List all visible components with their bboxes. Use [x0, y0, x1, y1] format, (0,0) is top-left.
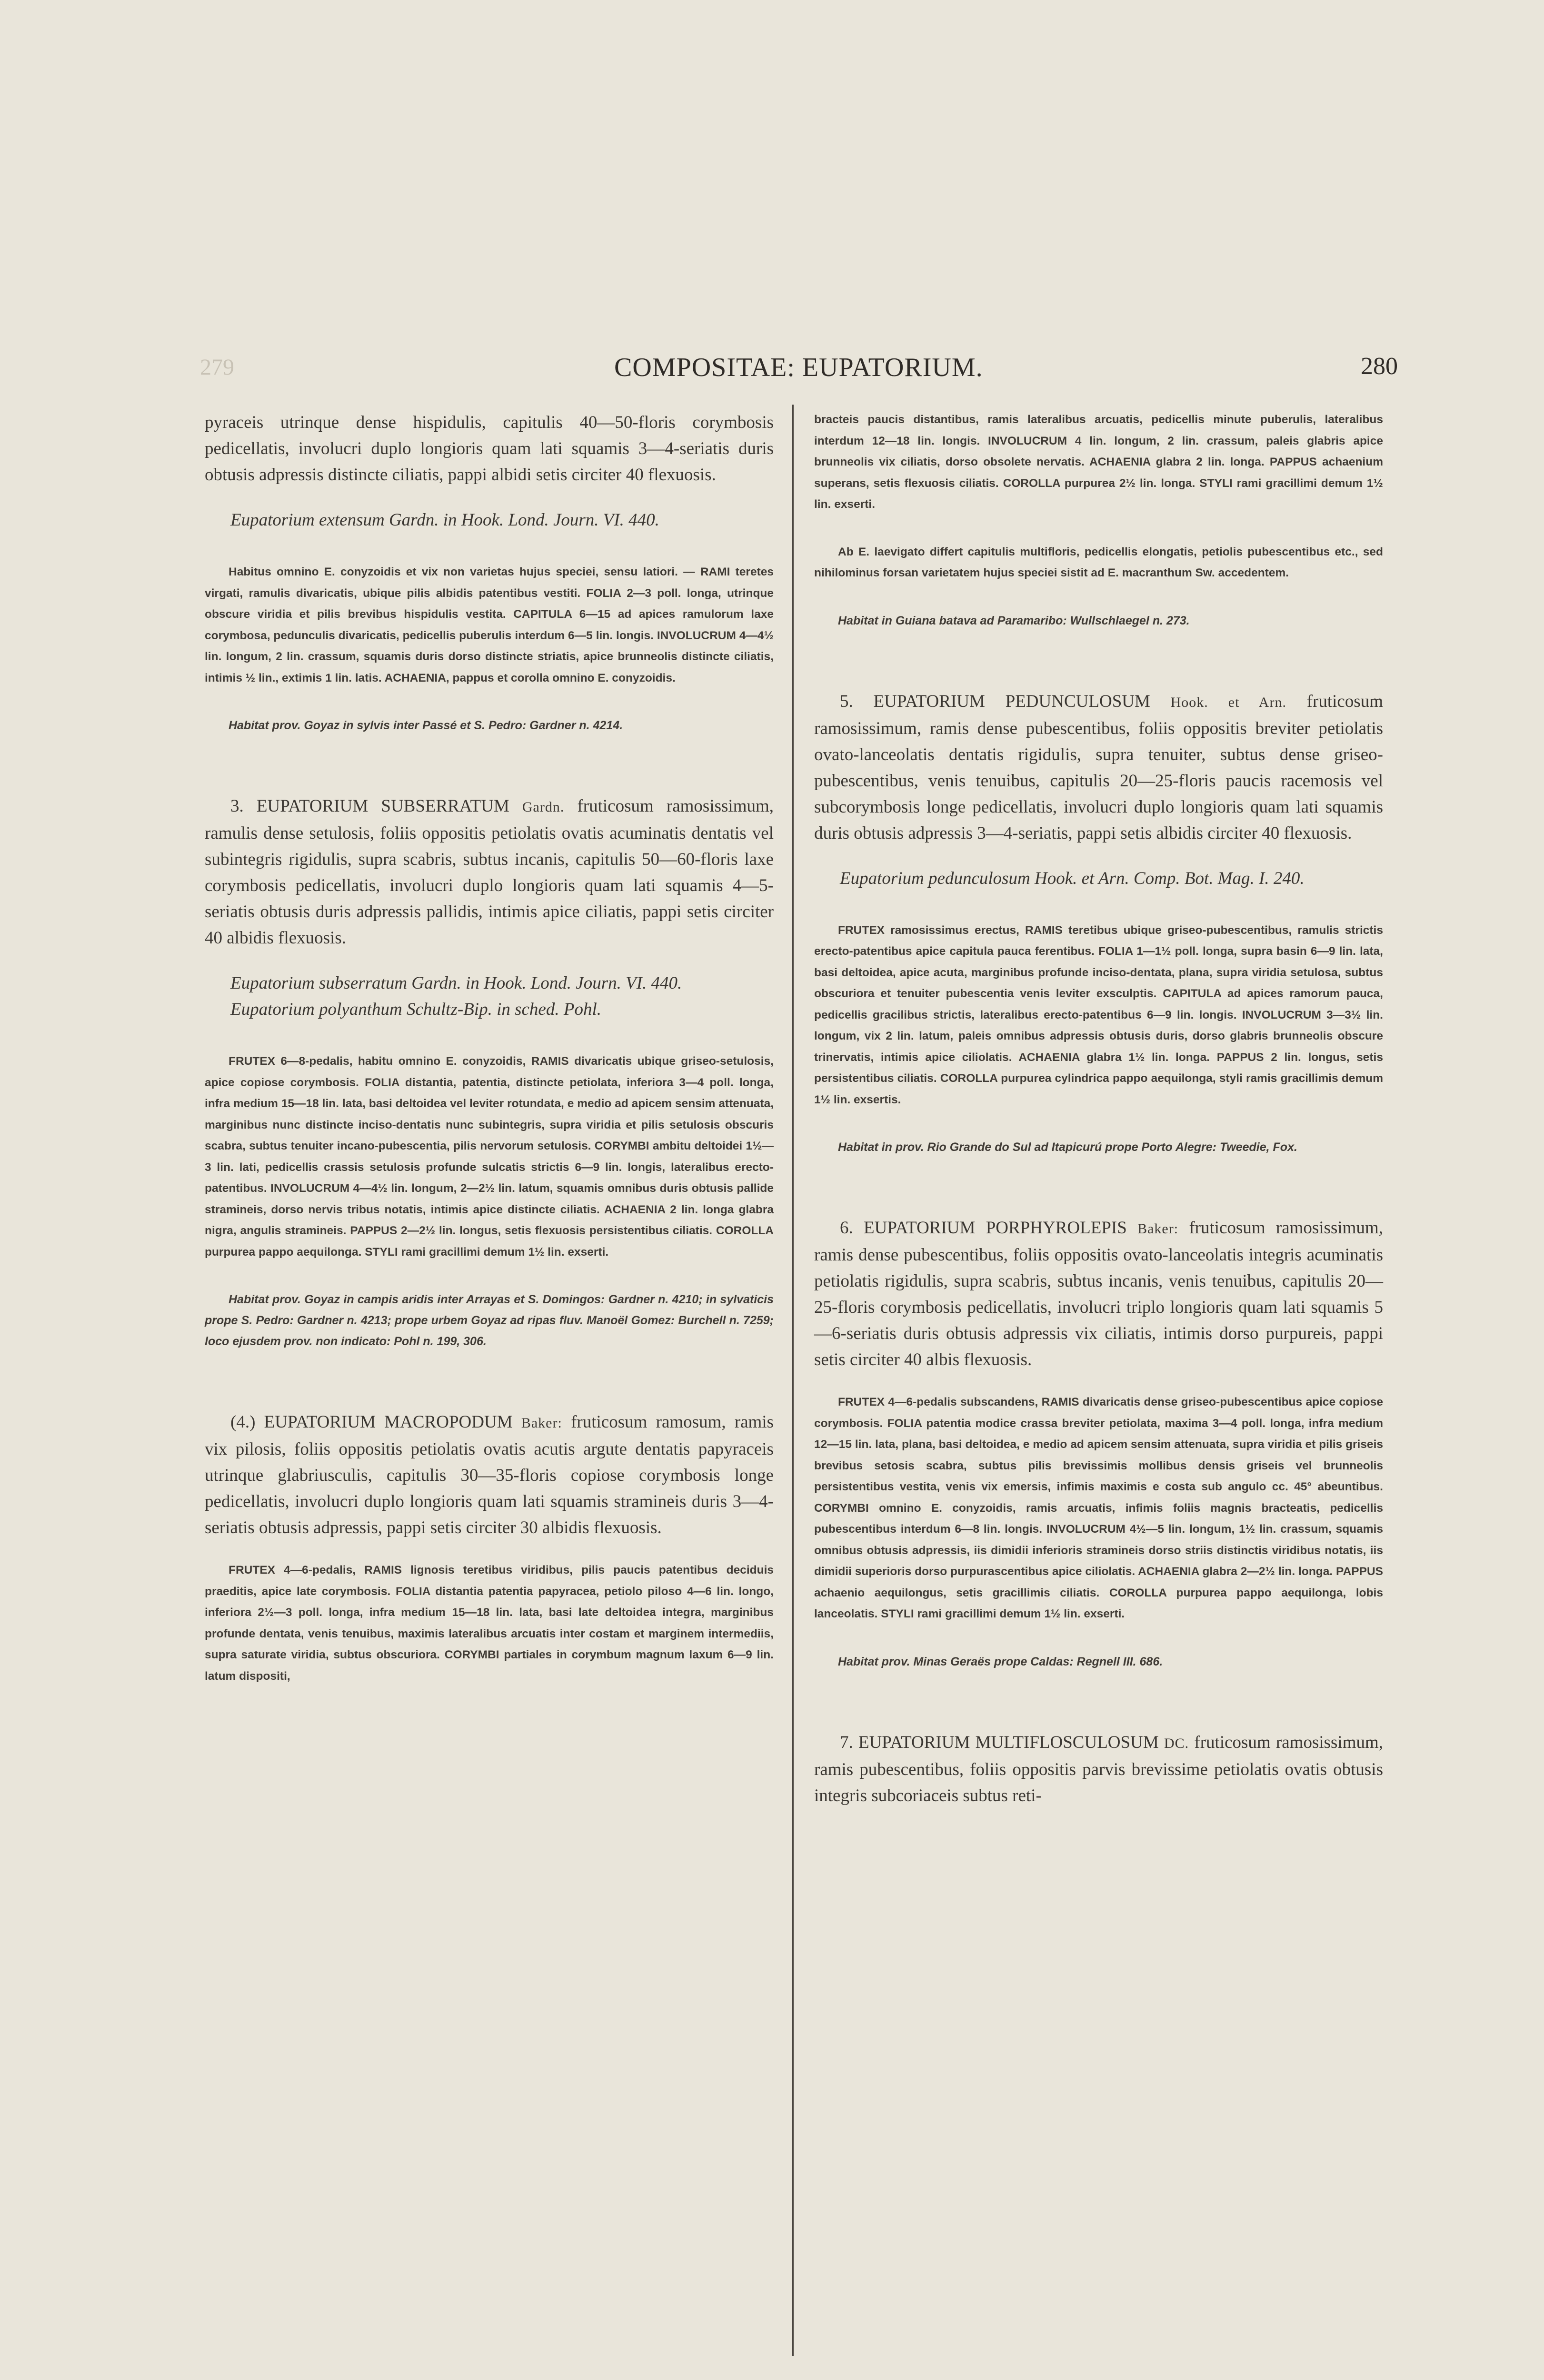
species-name: 3. EUPATORIUM SUBSERRATUM [230, 796, 509, 816]
description-paragraph: Habitus omnino E. conyzoidis et vix non varietas hujus speciei, sensu latiori. — RAMI teretes virgati, ramulis divaricatis, ubique pilis albidis patentibus vestiti. FOLIA 2—3 poll. longa, utrinque obscure viridia et pilis brevibus hispidulis vestita. CAPITULA 6—15 ad apices ramulorum laxe corymbosa, pedunculis divaricatis, pedicellis puberulis interdum 6—5 lin. longis. INVOLUCRUM 4—4½ lin. longum, 2 lin. crassum, squamis duris dorso distincte striatis, apice brunneolis distincte ciliatis, intimis ½ lin., extimis 1 lin. latis. ACHAENIA, pappus et corolla omnino E. conyzoidis. [205, 565, 774, 684]
species-entry-7 [814, 1729, 1383, 1809]
species-name: (4.) EUPATORIUM MACROPODUM [230, 1412, 513, 1432]
synonym-reference: Eupatorium polyanthum Schultz-Bip. in sched. Pohl. [230, 1000, 601, 1019]
synonym-block [814, 865, 1383, 892]
species-entry-6 [814, 1215, 1383, 1373]
description-continuation: bracteis paucis distantibus, ramis lateralibus arcuatis, pedicellis minute puberulis, lateralibus interdum 12—18 lin. longis. INVOLUCRUM 4 lin. longum, 2 lin. crassum, paleis glabris apice brunneolis vix ciliatis, dorso obsolete nervatis. ACHAENIA glabra 2 lin. longa. PAPPUS achaenium superans, setis flexuosis ciliatis. COROLLA purpurea 2½ lin. longa. STYLI rami gracillimi demum 1½ lin. exserti. [814, 413, 1383, 511]
habitat-note: Habitat in prov. Rio Grande do Sul ad Itapicurú prope Porto Alegre: Tweedie, Fox. [838, 1140, 1297, 1154]
habitat-note: Habitat prov. Minas Geraës prope Caldas: Regnell III. 686. [838, 1655, 1163, 1668]
species-continuation: pyraceis utrinque dense hispidulis, capitulis 40—50-floris corymbosis pedicellatis, involucri duplo longioris quam lati squamis 3—4-seriatis duris obtusis adpressis distincte ciliatis, pappi albidi setis circiter 40 flexuosis. [205, 413, 774, 485]
species-name: 6. EUPATORIUM PORPHYROLEPIS [840, 1218, 1127, 1238]
species-name: 5. EUPATORIUM PEDUNCULOSUM [840, 691, 1150, 711]
column-divider [792, 405, 794, 2356]
species-name: 7. EUPATORIUM MULTIFLOSCULOSUM [840, 1732, 1159, 1752]
species-author: Baker: [521, 1415, 562, 1431]
species-author: Hook. et Arn. [1170, 694, 1286, 710]
species-author: Gardn. [522, 799, 565, 815]
species-entry-4 [205, 1409, 774, 1541]
remark-paragraph: Ab E. laevigato differt capitulis multifloris, pedicellis elongatis, petiolis pubescentibus etc., sed nihilominus forsan varietatem hujus speciei sistit ad E. macranthum Sw. accedentem. [814, 545, 1383, 579]
species-author: Baker: [1137, 1221, 1179, 1237]
left-page-number: 279 [200, 355, 234, 380]
left-column [205, 409, 774, 1713]
running-title: COMPOSITAE: EUPATORIUM. [614, 353, 983, 382]
species-entry-3 [205, 793, 774, 951]
species-diagnosis: fruticosum ramosum, ramis vix pilosis, foliis oppositis petiolatis ovatis acutis argute dentatis papyraceis utrinque glabriusculis, capitulis 30—35-floris copiose corymbosis longe pedicellatis, involucri duplo longioris quam lati squamis stramineis duris 3—4-seriatis obtusis adpressis, pappi setis circiter 30 albidis flexuosis. [205, 1412, 774, 1537]
description-paragraph: FRUTEX 6—8-pedalis, habitu omnino E. conyzoidis, RAMIS divaricatis ubique griseo-setulosis, apice copiose corymbosis. FOLIA distantia, patentia, distincte petiolata, inferiora 3—4 poll. longa, infra medium 15—18 lin. lata, basi deltoidea vel leviter rotundata, e medio ad apicem sensim attenuata, marginibus nunc distincte inciso-dentatis nunc subintegris, supra viridia et pilis setulosis obscuris scabra, subtus tenuiter incano-pubescentia, pilis nervorum setulosis. CORYMBI ambitu deltoidei 1½—3 lin. lati, pedicellis crassis setulosis profunde sulcatis strictis 6—9 lin. longis, lateralibus erecto-patentibus. INVOLUCRUM 4—4½ lin. longum, 2—2½ lin. latum, squamis omnibus duris obtusis pallide stramineis, dorso nervis tribus notatis, intimis apice distincte ciliatis. ACHAENIA 2 lin. longa glabra nigra, angulis stramineis. PAPPUS 2—2½ lin. longus, setis flexuosis persistentibus ciliatis. COROLLA purpurea pappo aequilonga. STYLI rami gracillimi demum 1½ lin. exserti. [205, 1055, 774, 1259]
species-entry-5 [814, 688, 1383, 846]
species-diagnosis: fruticosum ramosissimum, ramulis dense setulosis, foliis oppositis petiolatis ovatis acuminatis dentatis vel subintegris rigidulis, supra scabris, subtus incanis, capitulis 50—60-floris laxe corymbosis pedicellatis, involucri duplo longioris quam lati squamis 4—5-seriatis obtusis duris adpressis pallidis, intimis apice ciliatis, pappi setis circiter 40 albidis flexuosis. [205, 796, 774, 948]
species-diagnosis: fruticosum ramosissimum, ramis dense pubescentibus, foliis oppositis breviter petiolatis ovato-lanceolatis dentatis rigidulis, supra tenuiter, subtus dense griseo-pubescentibus, venis tenuibus, capitulis 20—25-floris paucis racemosis vel subcorymbosis longe pedicellatis, involucri duplo longioris quam lati squamis duris obtusis adpressis 3—4-seriatis, pappi setis albidis circiter 40 flexuosis. [814, 691, 1384, 843]
running-header [0, 352, 1544, 386]
habitat-note: Habitat prov. Goyaz in campis aridis inter Arrayas et S. Domingos: Gardner n. 4210; in sylvaticis prope S. Pedro: Gardner n. 4213; prope urbem Goyaz ad ripas fluv. Manoël Gomez: Burchell n. 7259; loco ejusdem prov. non indicato: Pohl n. 199, 306. [205, 1293, 774, 1348]
synonym-reference: Eupatorium extensum Gardn. in Hook. Lond. Journ. VI. 440. [230, 510, 659, 530]
synonym-reference: Eupatorium pedunculosum Hook. et Arn. Comp. Bot. Mag. I. 240. [840, 868, 1305, 888]
habitat-note: Habitat in Guiana batava ad Paramaribo: Wullschlaegel n. 273. [838, 614, 1190, 627]
synonym-reference: Eupatorium subserratum Gardn. in Hook. Lond. Journ. VI. 440. [230, 973, 682, 993]
species-author: DC. [1164, 1735, 1189, 1751]
right-page-number: 280 [1361, 353, 1398, 380]
description-paragraph: FRUTEX ramosissimus erectus, RAMIS teretibus ubique griseo-pubescentibus, ramulis strictis erecto-patentibus apice capitula pauca ferentibus. FOLIA 1—1½ poll. longa, supra basin 6—9 lin. lata, basi deltoidea, apice acuta, marginibus profunde inciso-dentata, plana, supra viridia setulosa, subtus obscuriora et tenuiter pubescentia venis leviter exsculptis. CAPITULA ad apices ramorum pauca, pedicellis gracilibus strictis, lateralibus erecto-patentibus 6—9 lin. longis. INVOLUCRUM 3—3½ lin. longum, vix 2 lin. latum, paleis omnibus adpressis obtusis duris, dorso glabris brunneolis obscure trinervatis, intimis apice ciliolatis. ACHAENIA glabra 1½ lin. longa. PAPPUS 2 lin. longus, setis persistentibus ciliatis. COROLLA purpurea cylindrica pappo aequilonga, styli ramis gracillimis demum 1½ lin. exsertis. [814, 923, 1383, 1106]
synonym-block [205, 507, 774, 533]
species-diagnosis: fruticosum ramosissimum, ramis dense pubescentibus, foliis oppositis ovato-lanceolatis integris acuminatis petiolatis rigidulis, supra scabris, subtus incanis, venis tenuibus, capitulis 20—25-floris corymbosis pedicellatis, involucri triplo longioris quam lati squamis 5—6-seriatis duris obtusis adpressis vix ciliatis, intimis dorso purpureis, pappi setis circiter 40 albis flexuosis. [814, 1218, 1383, 1369]
synonym-block [205, 970, 774, 1022]
description-paragraph: FRUTEX 4—6-pedalis subscandens, RAMIS divaricatis dense griseo-pubescentibus apice copiose corymbosis. FOLIA patentia modice crassa breviter petiolata, maxima 3—4 poll. longa, infra medium 12—15 lin. lata, plana, basi deltoidea, e medio ad apicem sensim attenuata, supra viridia et pilis griseis brevibus setosis scabra, subtus pilis brevissimis mollibus densis griseis vel brunneolis persistentibus vestita, venis vix emersis, infimis maximis e costa sub angulo cc. 45° abeuntibus. CORYMBI omnino E. conyzoidis, ramis arcuatis, infimis foliis magnis bracteatis, pedicellis pubescentibus interdum 6—8 lin. longis. INVOLUCRUM 4½—5 lin. longum, 1½ lin. crassum, squamis omnibus obtusis adpressis, iis dimidii inferioris stramineis dorso striis distinctis viridibus notatis, iis dimidii superioris dorso purpurascentibus apice ciliolatis. ACHAENIA glabra 2—2½ lin. longa. PAPPUS achaenio aequilongus, setis gracillimis ciliatis. COROLLA purpurea pappo aequilonga, lobis lanceolatis. STYLI rami gracillimi demum 1½ lin. exserti. [814, 1396, 1383, 1620]
description-paragraph: FRUTEX 4—6-pedalis, RAMIS lignosis teretibus viridibus, pilis paucis patentibus deciduis praeditis, apice late corymbosis. FOLIA distantia patentia papyracea, petiolo piloso 4—6 lin. longo, inferiora 2½—3 poll. longa, infra medium 15—18 lin. lata, basi late deltoidea integra, marginibus profunde dentata, venis tenuibus, maximis lateralibus arcuatis inter costam et marginem intermediis, supra saturate viridia, subtus obscuriora. CORYMBI partiales in corymbum magnum laxum 6—9 lin. latum dispositi, [205, 1564, 774, 1683]
right-column [814, 409, 1383, 1828]
species-diagnosis: fruticosum ramosissimum, ramis pubescentibus, foliis oppositis parvis brevissime petiolatis ovatis obtusis integris subcoriaceis subtus reti- [814, 1732, 1384, 1805]
habitat-note: Habitat prov. Goyaz in sylvis inter Passé et S. Pedro: Gardner n. 4214. [229, 719, 623, 732]
